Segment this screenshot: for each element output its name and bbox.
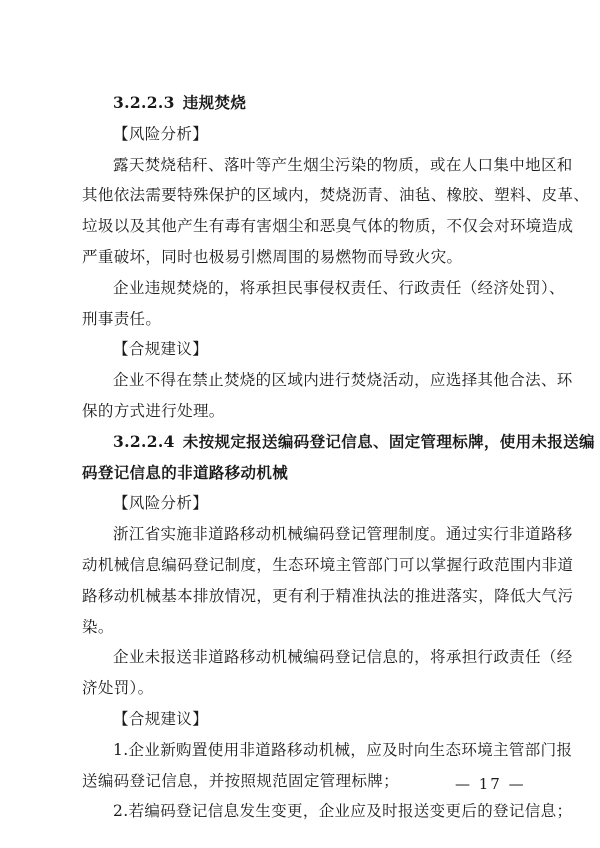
paragraph-line: 刑事责任。 [82, 309, 162, 328]
section-heading-3-2-2-3 [82, 88, 522, 119]
document-body [82, 88, 595, 827]
paragraph-line: 1.企业新购置使用非道路移动机械，应及时向生态环境主管部门报 [113, 740, 573, 759]
compliance-advice-label: 【合规建议】 [113, 709, 209, 728]
paragraph-line: 染。 [82, 617, 114, 636]
paragraph-line: 浙江省实施非道路移动机械编码登记管理制度。通过实行非道路移 [113, 525, 573, 544]
paragraph-line: 路移动机械基本排放情况，更有利于精准执法的推进落实，降低大气污 [82, 586, 574, 605]
risk-analysis-label: 【风险分析】 [113, 124, 209, 143]
paragraph-line: 严重破坏，同时也极易引燃周围的易燃物而导致火灾。 [82, 247, 463, 266]
section-number: 3.2.2.4 [113, 431, 175, 451]
paragraph-line: 企业违规焚烧的，将承担民事侵权责任、行政责任（经济处罚）、 [113, 278, 565, 297]
paragraph-line: 动机械信息编码登记制度，生态环境主管部门可以掌握行政范围内非道 [82, 555, 574, 574]
paragraph-line: 济处罚）。 [82, 679, 154, 698]
section-number: 3.2.2.3 [113, 93, 175, 112]
paragraph-line: 露天焚烧秸秆、落叶等产生烟尘污染的物质，或在人口集中地区和 [113, 155, 573, 174]
page-number: — 17 — [455, 775, 526, 793]
paragraph-line: 2.若编码登记信息发生变更，企业应及时报送变更后的登记信息； [113, 802, 573, 821]
compliance-advice-label: 【合规建议】 [113, 340, 209, 359]
section-title: 未按规定报送编码登记信息、固定管理标牌，使用未报送编 [182, 431, 595, 451]
section-title-continued: 码登记信息的非道路移动机械 [82, 462, 289, 482]
section-title: 违规焚烧 [182, 93, 247, 112]
paragraph-line: 保的方式进行处理。 [82, 401, 225, 420]
paragraph-line: 垃圾以及其他产生有毒有害烟尘和恶臭气体的物质，不仅会对环境造成 [82, 217, 574, 236]
paragraph-line: 送编码登记信息，并按照规范固定管理标牌； [82, 771, 400, 790]
paragraph-line: 其他依法需要特殊保护的区域内，焚烧沥青、油毡、橡胶、塑料、皮革、 [82, 186, 590, 205]
paragraph-line: 企业不得在禁止焚烧的区域内进行焚烧活动，应选择其他合法、环 [113, 371, 573, 390]
section-heading-3-2-2-4 [82, 427, 595, 458]
paragraph-line: 企业未报送非道路移动机械编码登记信息的，将承担行政责任（经 [113, 648, 573, 667]
risk-analysis-label: 【风险分析】 [113, 494, 209, 513]
